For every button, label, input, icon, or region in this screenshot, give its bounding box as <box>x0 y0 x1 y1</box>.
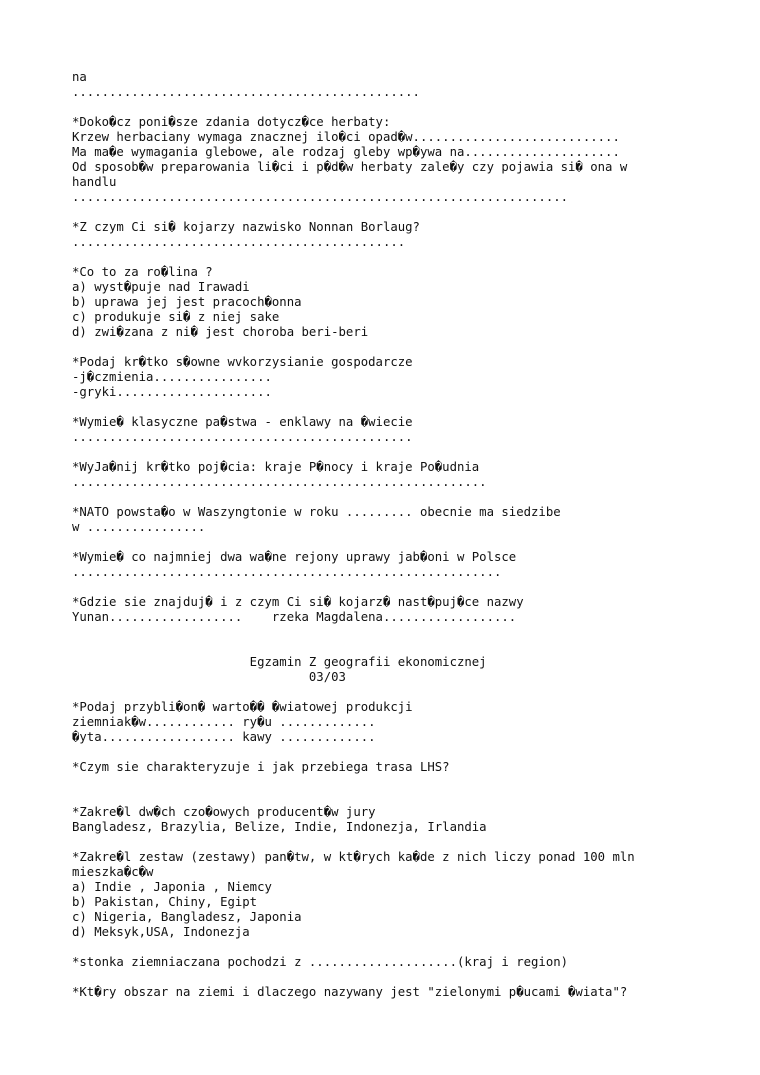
document-line: ziemniak�w............ ry�u ............. <box>72 715 376 729</box>
document-line: .......................................................... <box>72 565 502 579</box>
document-line: ............................................. <box>72 235 406 249</box>
document-line: ............................................... <box>72 85 420 99</box>
document-line: *Z czym Ci si� kojarzy nazwisko Nonnan Borlaug? <box>72 220 420 234</box>
document-line: *Gdzie sie znajduj� i z czym Ci si� kojarz� nast�puj�ce nazwy <box>72 595 524 609</box>
document-line: *WyJa�nij kr�tko poj�cia: kraje P�nocy i kraje Po�udnia <box>72 460 480 474</box>
document-line: a) wyst�puje nad Irawadi <box>72 280 250 294</box>
document-line <box>72 400 752 415</box>
document-line <box>72 940 752 955</box>
document-line <box>72 250 752 265</box>
document-line: �yta.................. kawy ............. <box>72 730 376 744</box>
document-line <box>72 100 752 115</box>
document-line <box>72 775 752 790</box>
document-line: -j�czmienia................ <box>72 370 272 384</box>
document-line: Ma ma�e wymagania glebowe, ale rodzaj gleby wp�ywa na..................... <box>72 145 620 159</box>
document-line: d) Meksyk,USA, Indonezja <box>72 925 250 939</box>
document-line: *Podaj kr�tko s�owne wvkorzysianie gospodarcze <box>72 355 413 369</box>
document-line: *Zakre�l dw�ch czo�owych producent�w jury <box>72 805 376 819</box>
document-line: ................................................................... <box>72 190 569 204</box>
document-line <box>72 640 752 655</box>
document-line <box>72 790 752 805</box>
document-line: -gryki..................... <box>72 385 272 399</box>
document-line: Od sposob�w preparowania li�ci i p�d�w herbaty zale�y czy pojawia si� ona w <box>72 160 628 174</box>
document-line: *Wymie� co najmniej dwa wa�ne rejony uprawy jab�oni w Polsce <box>72 550 517 564</box>
document-line: c) Nigeria, Bangladesz, Japonia <box>72 910 302 924</box>
document-line: mieszka�c�w <box>72 865 154 879</box>
document-line: a) Indie , Japonia , Niemcy <box>72 880 272 894</box>
document-line <box>72 340 752 355</box>
document-line: *Czym sie charakteryzuje i jak przebiega trasa LHS? <box>72 760 450 774</box>
document-line: *Podaj przybli�on� warto�� �wiatowej produkcji <box>72 700 413 714</box>
document-line: na <box>72 70 87 84</box>
document-line: *Wymie� klasyczne pa�stwa - enklawy na �wiecie <box>72 415 413 429</box>
document-line: *Kt�ry obszar na ziemi i dlaczego nazywany jest "zielonymi p�ucami �wiata"? <box>72 985 628 999</box>
document-line: w ................ <box>72 520 206 534</box>
document-line: .............................................. <box>72 430 413 444</box>
document-line: b) Pakistan, Chiny, Egipt <box>72 895 258 909</box>
document-line <box>72 625 752 640</box>
document-line: 03/03 <box>72 670 346 684</box>
document-line <box>72 535 752 550</box>
document-line <box>72 970 752 985</box>
document-line: ........................................................ <box>72 475 487 489</box>
document-line: *Co to za ro�lina ? <box>72 265 213 279</box>
document-line <box>72 745 752 760</box>
document-line: b) uprawa jej jest pracoch�onna <box>72 295 302 309</box>
document-line <box>72 580 752 595</box>
document-line: c) produkuje si� z niej sake <box>72 310 280 324</box>
document-line: *NATO powsta�o w Waszyngtonie w roku ......... obecnie ma siedzibe <box>72 505 561 519</box>
document-line: d) zwi�zana z ni� jest choroba beri-beri <box>72 325 369 339</box>
document-line <box>72 205 752 220</box>
document-line <box>72 835 752 850</box>
document-line: Krzew herbaciany wymaga znacznej ilo�ci opad�w............................ <box>72 130 620 144</box>
document-line <box>72 490 752 505</box>
document-line: *Doko�cz poni�sze zdania dotycz�ce herbaty: <box>72 115 391 129</box>
exam-document <box>72 70 752 1000</box>
document-line: Bangladesz, Brazylia, Belize, Indie, Indonezja, Irlandia <box>72 820 487 834</box>
document-line: handlu <box>72 175 117 189</box>
document-line <box>72 685 752 700</box>
document-line <box>72 445 752 460</box>
document-line: Egzamin Z geografii ekonomicznej <box>72 655 487 669</box>
document-line: *stonka ziemniaczana pochodzi z ....................(kraj i region) <box>72 955 569 969</box>
document-line: Yunan.................. rzeka Magdalena.................. <box>72 610 517 624</box>
document-line: *Zakre�l zestaw (zestawy) pan�tw, w kt�rych ka�de z nich liczy ponad 100 mln <box>72 850 635 864</box>
